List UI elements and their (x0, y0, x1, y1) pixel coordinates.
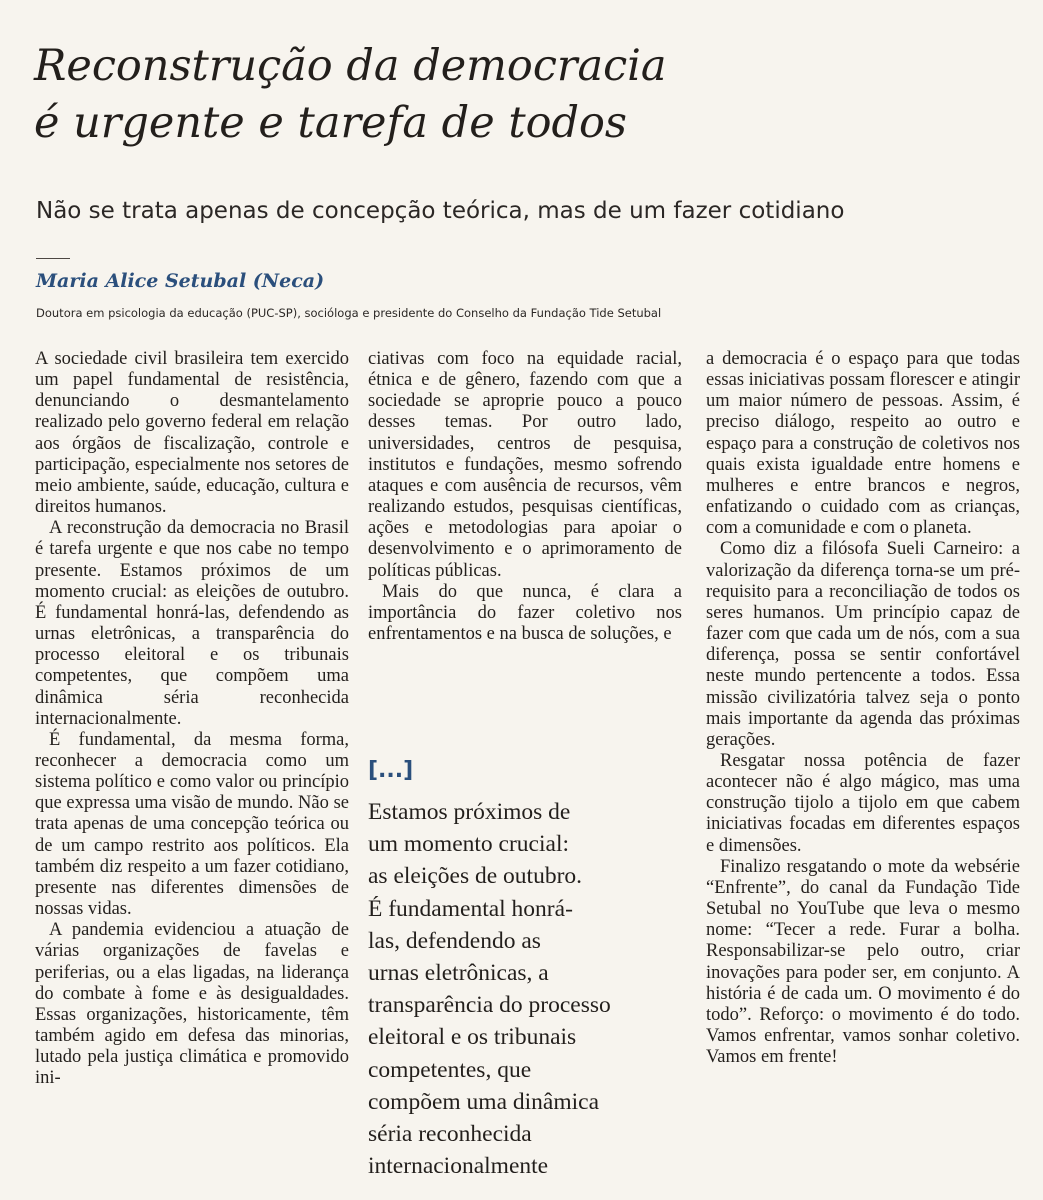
pullquote-line: séria reconhecida (368, 1121, 532, 1148)
pullquote-line: competentes, que (368, 1056, 532, 1083)
pullquote-line: internacionalmente (368, 1153, 549, 1180)
body-column-2 (368, 349, 682, 645)
author-rule (36, 258, 70, 259)
paragraph: A reconstrução da democracia no Brasil é tarefa urgente e que nos cabe no tempo presente. Estamos próximos de um momento crucial: as eleições de outubro. É fundamental honrá-las, defendendo as urnas eletrônicas, a transparência do processo eleitoral e os tribunais competentes, que compõem uma dinâmica séria reconhecida internacionalmente. (35, 518, 349, 729)
pullquote-line: transparência do processo (368, 992, 611, 1019)
paragraph: A pandemia evidenciou a atuação de várias organizações de favelas e periferias, ou a elas ligadas, na liderança do combate à fome e às desigualdades. Essas organizações, historicamente, têm também agido em defesa das minorias, lutado pela justiça climática e promovido ini- (35, 920, 349, 1089)
pullquote-line: urnas eletrônicas, a (368, 960, 549, 987)
paragraph: A sociedade civil brasileira tem exercido um papel fundamental de resistência, denunciando o desmantelamento realizado pelo governo federal em relação aos órgãos de fiscalização, controle e participação, especialmente nos setores de meio ambiente, saúde, educação, cultura e direitos humanos. (35, 349, 349, 518)
pullquote (368, 796, 678, 1182)
paragraph: Finalizo resgatando o mote da websérie “Enfrente”, do canal da Fundação Tide Setubal no YouTube que leva o mesmo nome: “Tecer a rede. Furar a bolha. Responsabilizar-se pelo outro, criar inovações para poder ser, em conjunto. A história é de cada um. O movimento é do todo”. Reforço: o movimento é do todo. Vamos enfrentar, vamos sonhar coletivo. Vamos em frente! (706, 856, 1020, 1068)
author-bio: Doutora em psicologia da educação (PUC-SP), socióloga e presidente do Conselho da Fundação Tide Setubal (36, 306, 662, 320)
body-column-3 (706, 349, 1020, 1068)
paragraph: Resgatar nossa potência de fazer acontecer não é algo mágico, mas uma construção tijolo a tijolo em que cabem iniciativas focadas em diferentes espaços e dimensões. (706, 750, 1020, 856)
body-column-1 (35, 349, 349, 1089)
pullquote-line: É fundamental honrá- (368, 895, 573, 922)
author-name: Maria Alice Setubal (Neca) (36, 270, 325, 292)
headline-line-1: Reconstrução da democracia (34, 41, 667, 91)
pullquote-line: um momento crucial: (368, 831, 570, 858)
pullquote-line: as eleições de outubro. (368, 863, 583, 890)
paragraph: Mais do que nunca, é clara a importância do fazer coletivo nos enfrentamentos e na busca de soluções, e (368, 581, 682, 645)
subtitle: Não se trata apenas de concepção teórica, mas de um fazer cotidiano (36, 198, 845, 224)
pullquote-brackets: [...] (368, 758, 414, 783)
pullquote-line: compõem uma dinâmica (368, 1088, 600, 1115)
headline-line-2: é urgente e tarefa de todos (34, 98, 627, 148)
paragraph: É fundamental, da mesma forma, reconhecer a democracia como um sistema político e como valor ou princípio que expressa uma visão de mundo. Não se trata apenas de uma concepção teórica ou de um campo restrito aos políticos. Ela também diz respeito a um fazer cotidiano, presente nas diferentes dimensões de nossas vidas. (35, 729, 349, 920)
pullquote-line: eleitoral e os tribunais (368, 1024, 577, 1051)
headline (34, 38, 1024, 152)
pullquote-line: las, defendendo as (368, 927, 541, 954)
paragraph: Como diz a filósofa Sueli Carneiro: a valorização da diferença torna-se um pré-requisito para a reconciliação de todos os seres humanos. Um princípio capaz de fazer com que cada um de nós, com a sua diferença, possa se sentir confortável neste mundo pertencente a todos. Essa missão civilizatória talvez seja o ponto mais importante da agenda das próximas gerações. (706, 539, 1020, 750)
pullquote-line: Estamos próximos de (368, 799, 571, 825)
paragraph: a democracia é o espaço para que todas essas iniciativas possam florescer e atingir um maior número de pessoas. Assim, é preciso diálogo, respeito ao outro e espaço para a construção de coletivos nos quais exista igualdade entre homens e mulheres e entre brancos e negros, enfatizando o cuidado com as crianças, com a comunidade e com o planeta. (706, 349, 1020, 539)
paragraph: ciativas com foco na equidade racial, étnica e de gênero, fazendo com que a sociedade se aproprie pouco a pouco desses temas. Por outro lado, universidades, centros de pesquisa, institutos e fundações, mesmo sofrendo ataques e com ausência de recursos, vêm realizando estudos, pesquisas científicas, ações e metodologias para apoiar o desenvolvimento e o aprimoramento de políticas públicas. (368, 349, 682, 581)
